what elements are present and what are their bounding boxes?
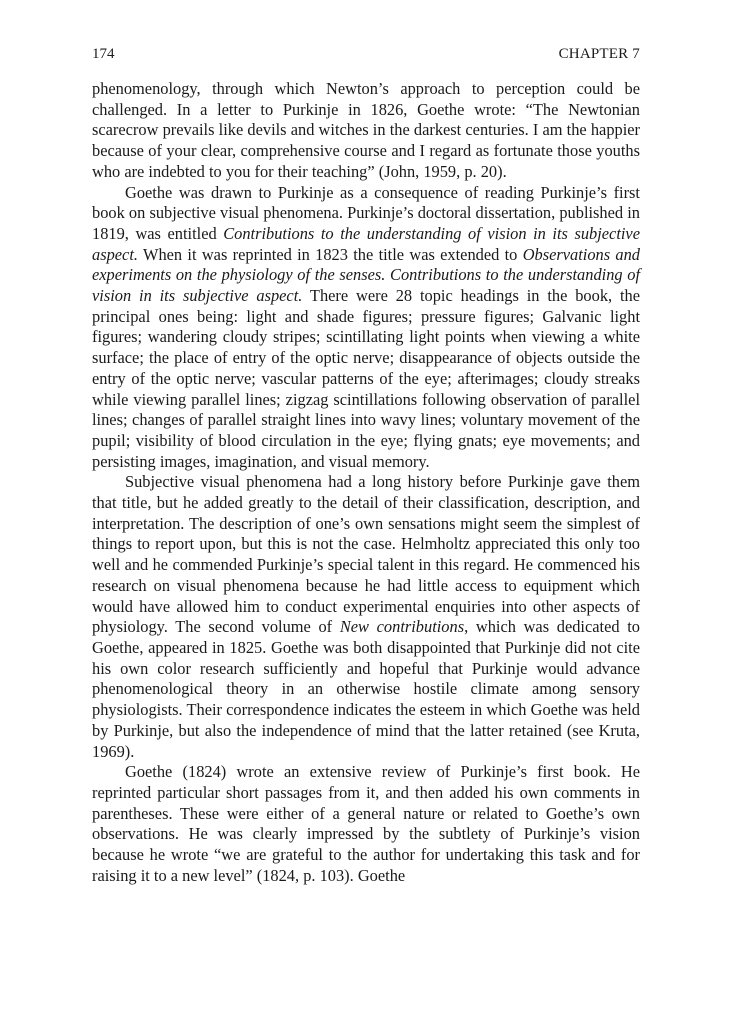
- text-run: , which was dedicated to Goethe, appeared in 1825. Goethe was both disappointed that Purkinje did not cite his own color research sufficiently and hopeful that Purkinje would advance phenomenological theory in an otherwise hostile climate among sensory physiologists. Their correspondence indicates the esteem in which Goethe was held by Purkinje, but also the independence of mind that the latter retained (see Kruta, 1969).: [92, 617, 640, 761]
- text-run: When it was reprinted in 1823 the title was extended to: [137, 244, 523, 264]
- running-head: [92, 44, 640, 64]
- text-run: Goethe (1824) wrote an extensive review of Purkinje’s first book. He reprinted particular short passages from it, and then added his own comments in parentheses. These were either of a general nature or related to Goethe’s own observations. He was clearly impressed by the subtlety of Purkinje’s vision because he wrote “we are grateful to the author for undertaking this task and for raising it to a new level” (1824, p. 103). Goethe: [92, 762, 640, 885]
- italic-title: Observations and experiments on the physiology of the senses. Contributions to the understanding of vision in its subjective aspect.: [92, 244, 640, 306]
- body-text: [92, 79, 640, 886]
- text-run: There were 28 topic headings in the book, the principal ones being: light and shade figures; pressure figures; Galvanic light figures; wandering cloudy stripes; scintillating light points when viewing a white surface; the place of entry of the optic nerve; disappearance of objects outside the entry of the optic nerve; vascular patterns of the eye; afterimages; cloudy streaks while viewing parallel lines; zigzag scintillations following observation of parallel lines; changes of parallel straight lines into wavy lines; voluntary movement of the pupil; visibility of blood circulation in the eye; flying gnats; eye movements; and persisting images, imagination, and visual memory.: [92, 286, 641, 471]
- chapter-label: CHAPTER 7: [558, 46, 640, 62]
- paragraph: [92, 762, 640, 886]
- page-number: 174: [92, 46, 115, 62]
- paragraph: [92, 472, 640, 762]
- text-run: Goethe was drawn to Purkinje as a consequence of reading Purkinje’s first book on subjective visual phenomena. Purkinje’s doctoral dissertation, published in 1819, was entitled: [92, 182, 640, 243]
- text-run: phenomenology, through which Newton’s approach to perception could be challenged. In a letter to Purkinje in 1826, Goethe wrote: “The Newtonian scarecrow prevails like devils and witches in the darkest centuries. I am the happier because of your clear, comprehensive course and I regard as fortunate those youths who are indebted to you for their teaching” (John, 1959, p. 20).: [92, 79, 640, 181]
- paragraph: [92, 79, 640, 183]
- paragraph: [92, 183, 640, 473]
- italic-title: New contributions: [339, 617, 465, 637]
- italic-title: Contributions to the understanding of vision in its subjective aspect.: [92, 223, 640, 264]
- text-run: Subjective visual phenomena had a long history before Purkinje gave them that title, but he added greatly to the detail of their classification, description, and interpretation. The description of one’s own sensations might seem the simplest of things to report upon, but this is not the case. Helmholtz appreciated this only too well and he commended Purkinje’s special talent in this regard. He commenced his research on visual phenomena because he had little access to equipment which would have allowed him to conduct experimental enquiries into other aspects of physiology. The second volume of: [92, 472, 640, 637]
